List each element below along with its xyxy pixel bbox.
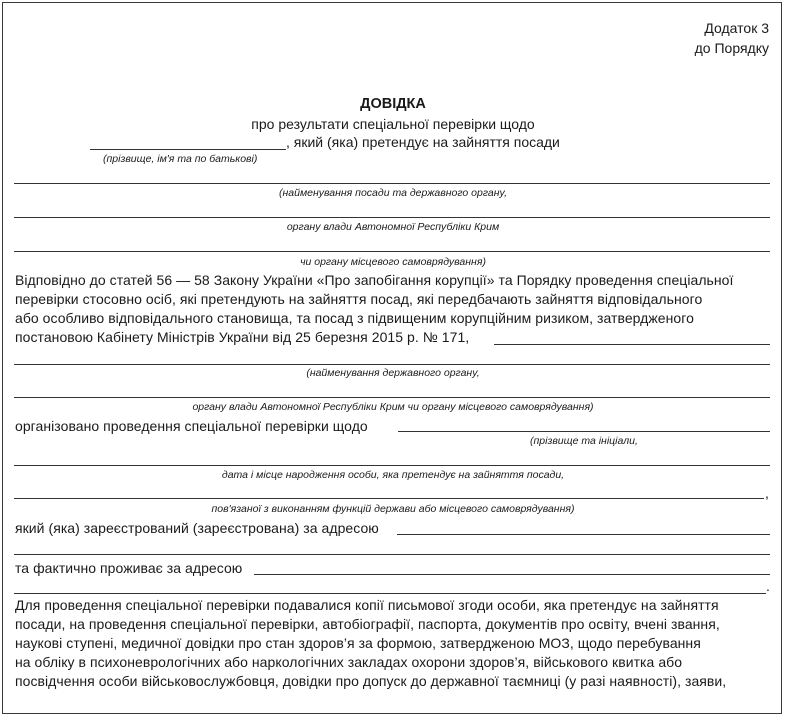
paragraph2-line-1: Для проведення спеціальної перевірки подавалися копії письмової згоди особи, яка претендує на зайняття xyxy=(15,597,719,613)
caption-position-body: (найменування посади та державного органу, xyxy=(278,187,508,199)
caption-local-gov: чи органу місцевого самоврядування) xyxy=(300,256,486,268)
caption-crimea-or-local: органу влади Автономної Республіки Крим чи органу місцевого самоврядування) xyxy=(192,401,594,413)
paragraph2-line-4: на обліку в психоневрологічних або наркологічних закладах охорони здоров’я, військового квитка або xyxy=(15,654,683,670)
caption-functions: пов'язаної з виконанням функцій держави або місцевого самоврядування) xyxy=(211,503,575,515)
paragraph2-line-2: посади, на проведення спеціальної перевірки, автобіографії, паспорта, документів про освіту, вчені звання, xyxy=(15,616,720,632)
residing-address-line-2 xyxy=(14,593,766,594)
registered-address-text: який (яка) зареєстрований (зареєстрована) за адресою xyxy=(15,520,379,536)
appendix-number: Додаток 3 xyxy=(704,20,769,36)
paragraph1-line-4: постановою Кабінету Міністрів України від 25 березня 2015 р. № 171, xyxy=(15,329,470,345)
organized-text: організовано проведення спеціальної перевірки щодо xyxy=(15,418,368,434)
paragraph2-line-3: наукові ступені, медичної довідки про стан здоров’я за формою, затвердженою МОЗ, щодо перебування xyxy=(15,635,701,651)
candidate-name-line xyxy=(90,149,286,150)
resolution-fill-line xyxy=(494,344,770,345)
position-line-2 xyxy=(14,217,770,218)
birth-line xyxy=(14,465,770,466)
appendix-reference: до Порядку xyxy=(694,40,769,56)
residing-period: . xyxy=(766,578,770,594)
caption-surname-initials: (прізвище та ініціали, xyxy=(530,435,638,447)
candidate-line-text: , який (яка) претендує на зайняття посади xyxy=(286,134,560,150)
caption-state-body: (найменування державного органу, xyxy=(306,367,480,379)
document-title: ДОВІДКА xyxy=(360,96,426,112)
caption-name: (прізвище, ім'я та по батькові) xyxy=(103,153,258,165)
position-line-1 xyxy=(14,183,770,184)
functions-comma: , xyxy=(765,485,769,501)
registered-address-line-1 xyxy=(397,534,770,535)
paragraph2-line-5: посвідчення особи військовослужбовця, довідки про допуск до державної таємниці (у разі наявності), заяви, xyxy=(15,673,727,689)
document-subtitle: про результати спеціальної перевірки щодо xyxy=(251,116,535,132)
functions-line xyxy=(14,498,764,499)
residing-address-line-1 xyxy=(254,574,770,575)
registered-address-line-2 xyxy=(14,554,770,555)
residing-address-text: та фактично проживає за адресою xyxy=(15,560,243,576)
state-body-line-1 xyxy=(14,364,770,365)
paragraph1-line-2: перевірки стосовно осіб, які претендують на зайняття посад, які передбачають зайняття відповідального xyxy=(15,291,703,307)
position-line-3 xyxy=(14,251,770,252)
paragraph1-line-1: Відповідно до статей 56 — 58 Закону України «Про запобігання корупції» та Порядку проведення спеціальної xyxy=(15,272,734,288)
surname-fill-line xyxy=(398,431,770,432)
caption-birth: дата і місце народження особи, яка претендує на зайняття посади, xyxy=(221,469,565,481)
caption-crimea-authority: органу влади Автономної Республіки Крим xyxy=(286,221,500,233)
paragraph1-line-3: або особливо відповідального становища, та посад з підвищеним корупційним ризиком, затвердженого xyxy=(15,310,694,326)
state-body-line-2 xyxy=(14,397,770,398)
